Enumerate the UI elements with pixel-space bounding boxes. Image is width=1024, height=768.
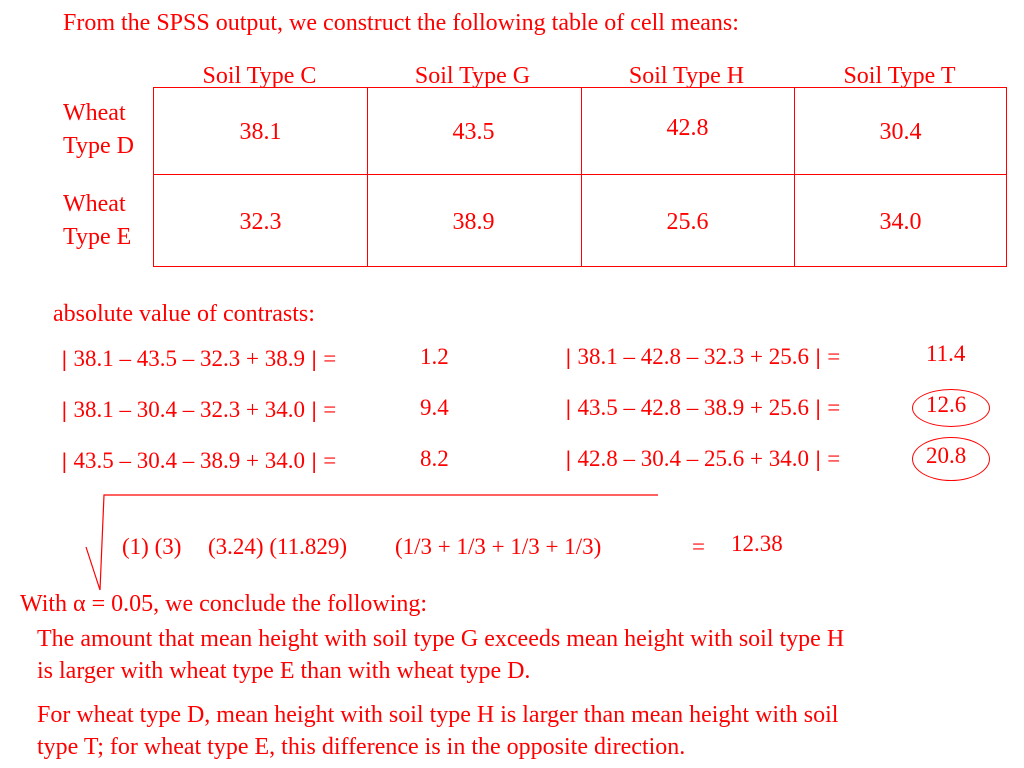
- contrast-expr-text: 38.1 – 43.5 – 32.3 + 38.9: [73, 346, 305, 371]
- contrast-expr-text: 43.5 – 42.8 – 38.9 + 25.6: [577, 395, 809, 420]
- row-header-wheat-d-line2: Type D: [63, 133, 134, 159]
- equals-sign: =: [692, 534, 705, 559]
- row-header-wheat-e-line2: Type E: [63, 224, 132, 250]
- contrast-expr-text: 38.1 – 30.4 – 32.3 + 34.0: [73, 397, 305, 422]
- column-header-soil-t: Soil Type T: [843, 63, 956, 89]
- row-header-wheat-d-line1: Wheat: [63, 100, 126, 126]
- cell-e-c: 32.3: [239, 209, 282, 235]
- conclusion-p1-line2: is larger with wheat type E than with wheat type D.: [37, 658, 531, 684]
- contrast-expression: | 38.1 – 42.8 – 32.3 + 25.6 | =: [565, 344, 841, 369]
- row-header-wheat-e: [63, 188, 131, 254]
- critical-term-2: (3.24) (11.829): [208, 534, 348, 559]
- contrast-value: 1.2: [420, 344, 449, 369]
- contrast-expr-text: 42.8 – 30.4 – 25.6 + 34.0: [577, 446, 809, 471]
- column-header-soil-c: Soil Type C: [202, 63, 317, 89]
- contrast-expression: | 38.1 – 43.5 – 32.3 + 38.9 | =: [61, 346, 337, 371]
- cell-e-t: 34.0: [879, 209, 922, 235]
- contrast-expr-text: 38.1 – 42.8 – 32.3 + 25.6: [577, 344, 809, 369]
- cell-e-h: 25.6: [666, 209, 709, 235]
- conclusion-lead-after: = 0.05, we conclude the following:: [85, 591, 428, 617]
- contrast-expression: | 42.8 – 30.4 – 25.6 + 34.0 | =: [565, 446, 841, 471]
- critical-term-1: (1) (3): [122, 534, 182, 559]
- conclusion-p2-line2: type T; for wheat type E, this difference is in the opposite direction.: [37, 734, 686, 760]
- cell-d-c: 38.1: [239, 119, 282, 145]
- table-divider: [794, 88, 795, 266]
- cell-e-g: 38.9: [452, 209, 495, 235]
- conclusion-paragraph-2: [37, 701, 838, 761]
- contrast-value: 8.2: [420, 446, 449, 471]
- table-divider: [154, 174, 1006, 175]
- critical-result: 12.38: [731, 531, 783, 556]
- conclusion-p1-line1: The amount that mean height with soil type G exceeds mean height with soil type H: [37, 626, 845, 652]
- contrasts-heading: absolute value of contrasts:: [53, 301, 315, 327]
- cell-d-g: 43.5: [452, 119, 495, 145]
- contrast-value: 9.4: [420, 395, 449, 420]
- column-header-soil-h: Soil Type H: [628, 63, 745, 89]
- critical-term-3: (1/3 + 1/3 + 1/3 + 1/3): [395, 534, 602, 559]
- alpha-symbol: α: [73, 591, 86, 617]
- table-divider: [367, 88, 368, 266]
- column-header-soil-g: Soil Type G: [414, 63, 531, 89]
- contrast-value: 11.4: [926, 341, 966, 366]
- conclusion-lead: [20, 590, 427, 618]
- row-header-wheat-e-line1: Wheat: [63, 191, 126, 217]
- contrast-expression: | 43.5 – 30.4 – 38.9 + 34.0 | =: [61, 448, 337, 473]
- cell-means-table: [153, 87, 1007, 267]
- cell-d-h: 42.8: [666, 115, 709, 141]
- contrast-value-circled: 20.8: [926, 443, 967, 468]
- row-header-wheat-d: [63, 97, 134, 163]
- intro-text: From the SPSS output, we construct the following table of cell means:: [63, 10, 739, 36]
- conclusion-p2-line1: For wheat type D, mean height with soil type H is larger than mean height with soil: [37, 702, 839, 728]
- contrast-value-circled: 12.6: [926, 392, 967, 417]
- cell-d-t: 30.4: [879, 119, 922, 145]
- contrast-expression: | 38.1 – 30.4 – 32.3 + 34.0 | =: [61, 397, 337, 422]
- conclusion-paragraph-1: [37, 625, 844, 685]
- contrast-expression: | 43.5 – 42.8 – 38.9 + 25.6 | =: [565, 395, 841, 420]
- conclusion-lead-before: With: [20, 591, 74, 617]
- contrast-expr-text: 43.5 – 30.4 – 38.9 + 34.0: [73, 448, 305, 473]
